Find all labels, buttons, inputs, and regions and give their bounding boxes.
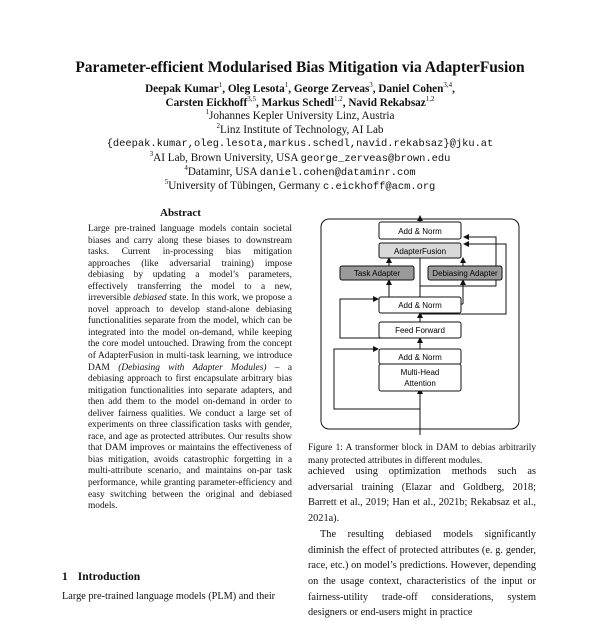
section-heading: 1 Introduction bbox=[62, 571, 141, 583]
author: Markus Schedl bbox=[261, 97, 334, 109]
author: Daniel Cohen bbox=[378, 83, 444, 95]
affiliation-2: $^2$Linz Institute of Technology, AI Lab bbox=[216, 122, 384, 136]
abstract-heading: Abstract bbox=[160, 207, 201, 219]
affiliation-4: $^4$Dataminr, USA daniel.cohen@dataminr.com bbox=[184, 164, 416, 179]
add-norm-bottom-label: Add & Norm bbox=[398, 353, 442, 362]
author: Carsten Eickhoff bbox=[165, 97, 248, 109]
paragraph: achieved using optimization methods such as adversarial training (Elazar and Goldberg, 2018; Barrett et al., 2019; Han et al., 2021b; Rekabsaz et al., 2021a). bbox=[308, 466, 536, 525]
author: Oleg Lesota bbox=[227, 83, 285, 95]
mha-label-line2: Attention bbox=[404, 379, 436, 388]
adapter-fusion-label: AdapterFusion bbox=[393, 247, 447, 256]
affiliation-1: $^1$Johannes Kepler University Linz, Austria bbox=[205, 108, 395, 122]
author: Deepak Kumar bbox=[145, 83, 219, 95]
right-column-text bbox=[308, 464, 536, 621]
add-norm-top-label: Add & Norm bbox=[398, 227, 442, 236]
email-acm: c.eickhoff@acm.org bbox=[323, 181, 436, 193]
feed-forward-label: Feed Forward bbox=[395, 326, 445, 335]
figure-caption: Figure 1: A transformer block in DAM to debias arbitrarily many protected attributes in different modules. bbox=[308, 443, 536, 467]
author-line-1: Deepak Kumar$^1$, Oleg Lesota$^1$, George Zerveas$^3$, Daniel Cohen$^{3,4}$, bbox=[145, 81, 455, 95]
affiliation-3: $^3$AI Lab, Brown University, USA george_zerveas@brown.edu bbox=[149, 150, 451, 165]
mha-label-line1: Multi-Head bbox=[400, 368, 440, 377]
dam-transformer-diagram bbox=[316, 214, 526, 436]
intro-text: Large pre-trained language models (PLM) and their bbox=[62, 591, 276, 602]
affiliation-5: $^5$University of Tübingen, Germany c.eickhoff@acm.org bbox=[164, 178, 436, 193]
paragraph: The resulting debiased models significantly diminish the effect of protected attributes (e. g. gender, race, etc.) on model’s predictions. However, depending on the usage context, characteristics of the input or fairness-utility trade-off considerations, system designers or end-users might in practice bbox=[308, 528, 536, 619]
author-line-2: Carsten Eickhoff$^{3,5}$, Markus Schedl$^{1,2}$, Navid Rekabsaz$^{1,2}$ bbox=[165, 95, 435, 109]
debiasing-adapter-label: Debiasing Adapter bbox=[432, 269, 498, 278]
email-jku: {deepak.kumar,oleg.lesota,markus.schedl,navid.rekabsaz}@jku.at bbox=[106, 138, 494, 150]
add-norm-mid-label: Add & Norm bbox=[398, 301, 442, 310]
email-dataminr: daniel.cohen@dataminr.com bbox=[259, 167, 416, 179]
paper-title: Parameter-efficient Modularised Bias Mitigation via AdapterFusion bbox=[75, 59, 525, 76]
email-brown: george_zerveas@brown.edu bbox=[300, 153, 451, 165]
task-adapter-label: Task Adapter bbox=[353, 269, 401, 278]
author: George Zerveas bbox=[293, 83, 370, 95]
abstract-body: Large pre-trained language models contain societal biases and carry along these biases to downstream tasks. Current in-processing bias mitigation approaches (like adversarial training) impose debiasing by updating a model’s parameters, effectively transferring the model to a new, irreversible debiased state. In this work, we propose a novel approach to develop stand-alone debiasing functionalities separate from the model, which can be integrated into the model on-demand, while keeping the core model untouched. Drawing from the concept of AdapterFusion in multi-task learning, we introduce DAM (Debiasing with Adapter Modules) – a debiasing approach to first encapsulate arbitrary bias mitigation functionalities into separate adapters, and then add them to the model on-demand in order to deliver fairness qualities. We conduct a large set of experiments on three classification tasks with gender, race, and age as protected attributes. Our results show that DAM improves or maintains the effectiveness of bias mitigation, avoids catastrophic forgetting in a multi-attribute scenario, and maintains on-par task performance, while granting parameter-efficiency and easy switching between the original and debiased models. bbox=[88, 224, 293, 512]
author: Navid Rekabsaz bbox=[348, 97, 426, 109]
